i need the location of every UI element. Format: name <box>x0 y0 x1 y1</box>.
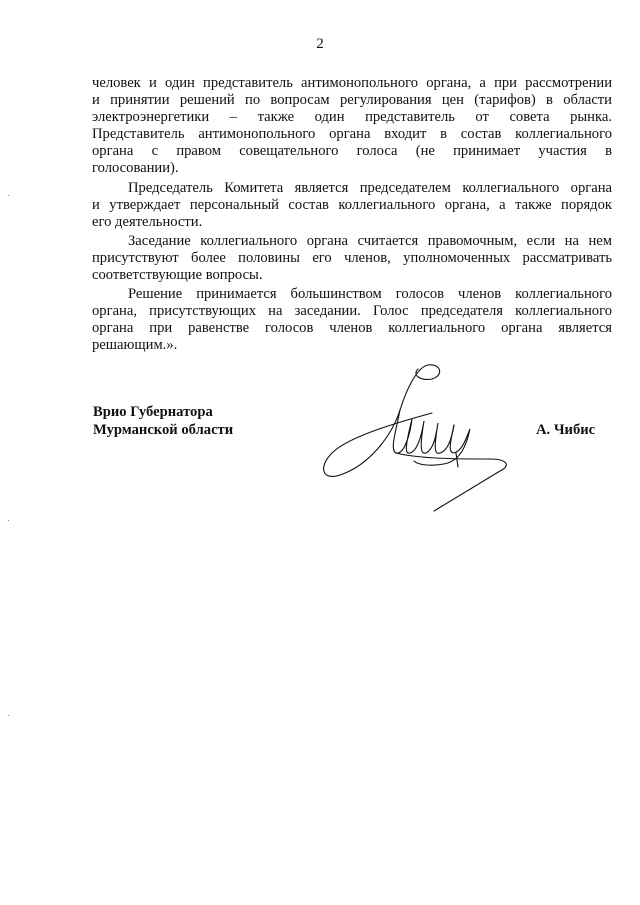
text-line: органа, присутствующих на заседании. Голос председателя коллегиального <box>92 303 612 319</box>
paragraph-first-line: Председатель Комитета является председателем коллегиального органа <box>128 180 612 196</box>
signatory-name: А. Чибис <box>536 422 596 438</box>
text-line: голосовании). <box>92 160 179 176</box>
text-line: и утверждает персональный состав коллегиального органа, а также порядок <box>92 197 612 213</box>
text-line: решающим.». <box>92 337 178 353</box>
paragraph-first-line: Решение принимается большинством голосов членов коллегиального <box>128 286 612 302</box>
scan-artifact <box>8 715 9 716</box>
text-line: электроэнергетики – также один представитель от совета рынка. <box>92 109 612 125</box>
handwritten-signature <box>300 355 540 515</box>
signatory-position: Врио Губернатора <box>93 404 213 420</box>
paragraph-first-line: Заседание коллегиального органа считается правомочным, если на нем <box>128 233 612 249</box>
signatory-region: Мурманской области <box>93 422 234 438</box>
text-line: и принятии решений по вопросам регулирования цен (тарифов) в области <box>92 92 612 108</box>
page-number: 2 <box>316 36 324 52</box>
scan-artifact <box>8 520 9 521</box>
text-line: Представитель антимонопольного органа входит в состав коллегиального <box>92 126 612 142</box>
text-line: присутствуют более половины его членов, уполномоченных рассматривать <box>92 250 612 266</box>
text-line: его деятельности. <box>92 214 203 230</box>
text-line: человек и один представитель антимонопольного органа, а при рассмотрении <box>92 75 612 91</box>
text-line: органа с правом совещательного голоса (не принимает участия в <box>92 143 612 159</box>
text-line: органа при равенстве голосов членов коллегиального органа является <box>92 320 612 336</box>
scan-artifact <box>8 195 9 196</box>
text-line: соответствующие вопросы. <box>92 267 263 283</box>
